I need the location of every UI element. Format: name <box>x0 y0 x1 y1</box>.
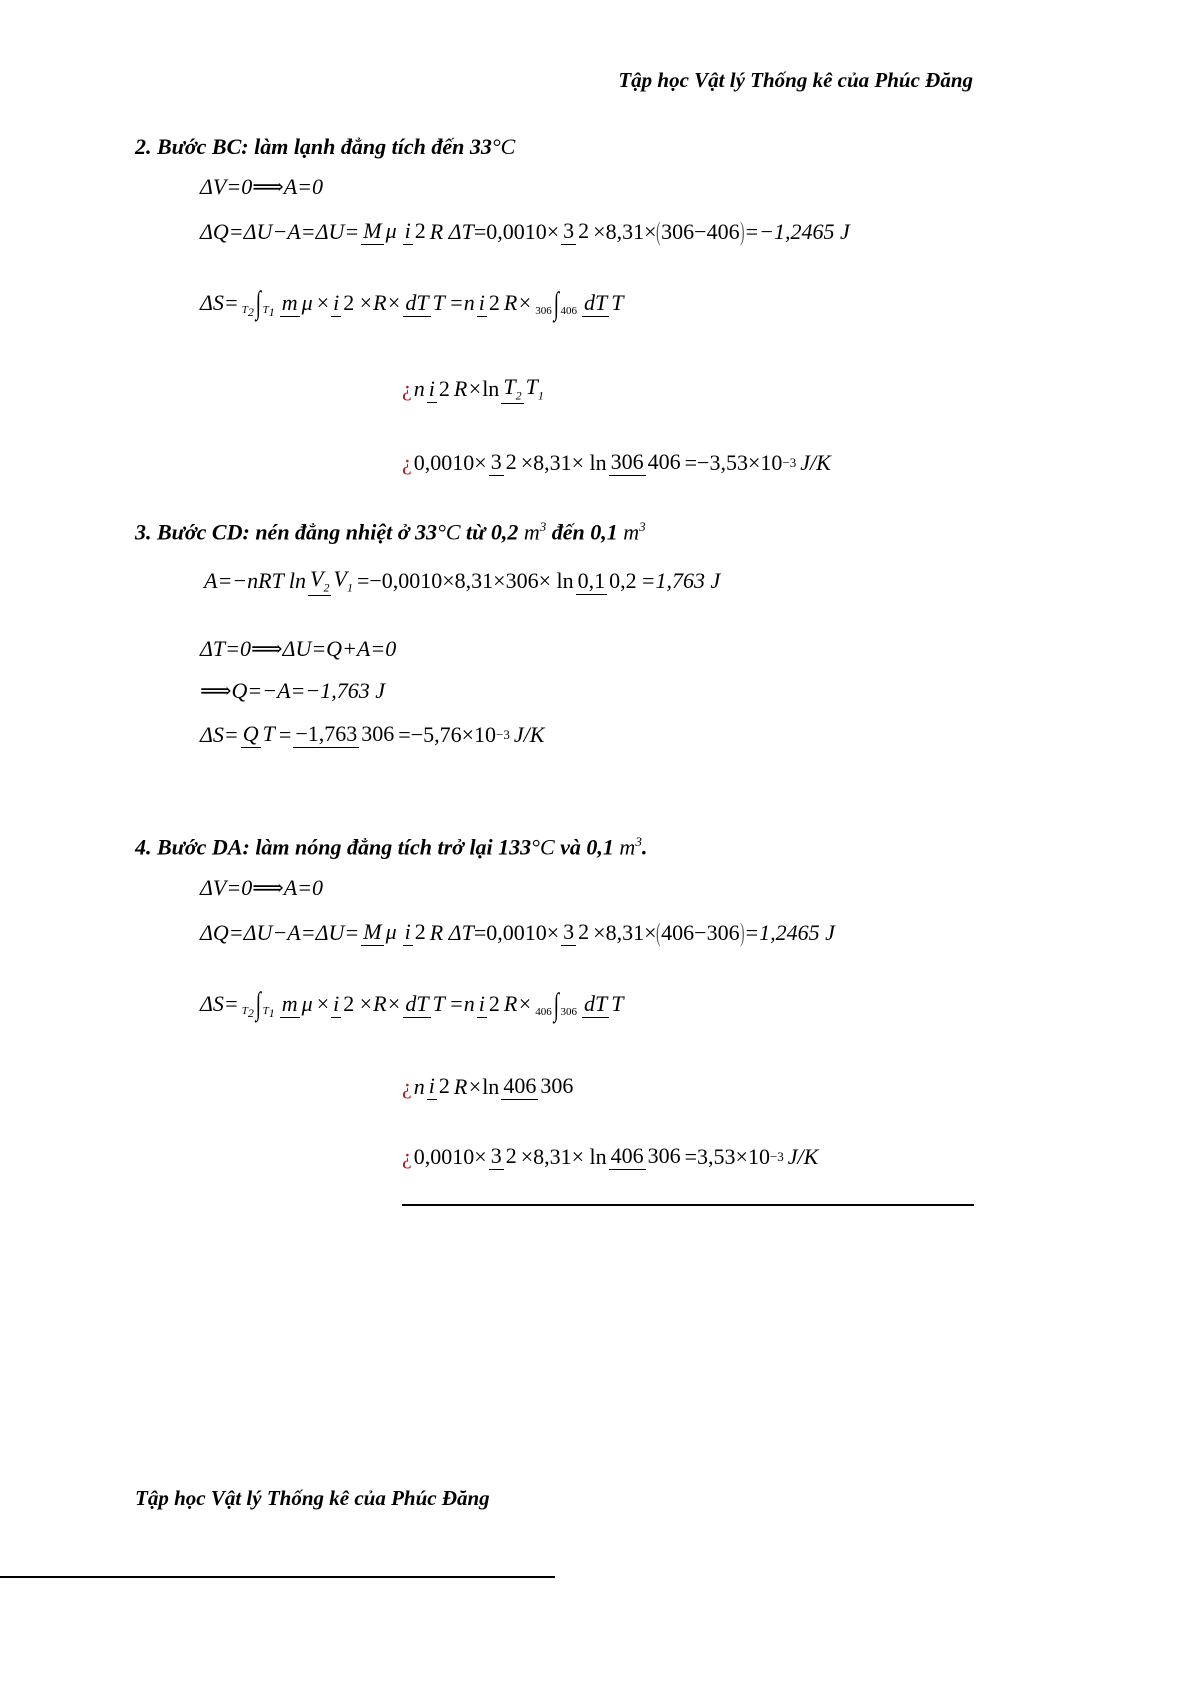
section-4-eq-dq: ΔQ=ΔU−A=ΔU= M μ i 2 R ΔT =0,0010× 3 2 ×8,31× ( 406−306 ) =1,2465 J <box>200 917 835 947</box>
footer-rule <box>0 1576 555 1578</box>
frac-m-mu: m μ <box>281 289 313 315</box>
frac-v2-v1: $V_2$ $V_1$ <box>310 566 353 595</box>
frac-dt-t: dT T <box>405 990 445 1016</box>
frac-i-2: i 2 <box>404 218 426 243</box>
page-header: Tập học Vật lý Thống kê của Phúc Đăng <box>618 68 973 92</box>
frac-value: −1,763 306 <box>295 721 395 746</box>
section-2-eq-ln: ¿ n i 2 R× ln $T_2$ $T_1$ <box>402 374 544 403</box>
frac-dt-t: dT T <box>405 289 445 315</box>
section-2-eq-ds: ΔS= $T_2\int$ $T_1$ m μ × i 2 ×R× dT T =n i 2 R× 306∫ 406 dT T <box>200 284 624 321</box>
eq-left: ΔQ=ΔU−A=ΔU= <box>200 218 360 244</box>
frac-q-t: Q T <box>242 721 275 746</box>
section-3-eq-q: ⟹Q=−A=−1,763 J <box>200 678 386 703</box>
eq-right: =0,0010× <box>473 218 560 244</box>
section-3-eq-ds: ΔS= Q T = −1,763 306 =−5,76×10 −3 J/K <box>200 721 545 747</box>
frac-m-mu: M μ <box>363 218 397 243</box>
frac-3-2: 3 2 <box>563 218 590 243</box>
eq-result: =−1,2465 J <box>744 218 850 244</box>
section-2-eq-final: ¿ 0,0010× 3 2 ×8,31× ln 306 406 =−3,53×10 −3 J/K <box>402 449 831 475</box>
inverted-question-glyph: ¿ <box>402 1143 412 1169</box>
frac-i-2: i 2 <box>404 919 426 944</box>
frac-m-mu: m μ <box>281 990 313 1016</box>
final-result: =−3,53×10 <box>684 449 783 475</box>
eq-tail: ×8,31× <box>593 218 657 244</box>
inverted-question-glyph: ¿ <box>402 376 412 402</box>
section-3-eq-a <box>204 566 720 596</box>
section-2-heading-text: 2. Bước BC: làm lạnh đẳng tích đến 33 <box>135 134 492 159</box>
integral-sign: $T_2\int$ $T_1$ <box>241 985 275 1021</box>
divider-line <box>402 1204 974 1206</box>
section-4-eq-ds: ΔS= $T_2\int$ $T_1$ m μ × i 2 ×R× dT T =n i 2 R× 406∫ 306 dT T <box>200 985 624 1022</box>
eq-a-mid: =−0,0010×8,31×306× ln <box>356 568 574 594</box>
frac-i-2: i 2 <box>333 990 355 1016</box>
frac-3-2: 3 2 <box>563 919 590 944</box>
final-exponent: −3 <box>782 455 797 470</box>
frac-t2-t1: $T_2$ $T_1$ <box>503 374 544 403</box>
frac-dt-t: dT T <box>583 289 624 315</box>
frac-i-2: i 2 <box>333 289 355 315</box>
section-4-eq-dv: ΔV=0⟹A=0 <box>200 875 324 900</box>
frac-3-2: 3 2 <box>490 449 517 474</box>
frac-i-2: i 2 <box>428 375 450 401</box>
inverted-question-glyph: ¿ <box>402 1073 412 1099</box>
frac-m-mu: M μ <box>363 919 397 944</box>
frac-i-2: i 2 <box>478 990 500 1016</box>
section-2-eq-dq: ΔQ=ΔU−A=ΔU= M μ i 2 R ΔT =0,0010× 3 2 ×8,31× ( 306−406 ) =−1,2465 J <box>200 216 850 246</box>
frac-ln: 406 306 <box>503 1073 574 1098</box>
frac-3-2: 3 2 <box>490 1143 517 1168</box>
frac-volume: 0,1 0,2 <box>577 567 637 593</box>
eq-a-left: A=−nRT ln <box>204 568 307 594</box>
section-2-heading <box>135 134 515 160</box>
section-3-eq-dt: ΔT=0⟹ΔU=Q+A=0 <box>200 636 397 661</box>
final-unit: J/K <box>800 449 831 475</box>
r-delta-t: R ΔT <box>429 218 474 244</box>
page-footer: Tập học Vật lý Thống kê của Phúc Đăng <box>135 1486 490 1510</box>
frac-dt-t: dT T <box>583 990 624 1016</box>
integral-sign: 406∫ 306 <box>535 985 577 1022</box>
section-4-eq-ln: ¿ n i 2 R× ln 406 306 <box>402 1073 574 1099</box>
section-3-heading: 3. Bước CD: nén đẳng nhiệt ở 33°C từ 0,2 $m^3$ đến 0,1 $m^3$ <box>135 519 646 545</box>
frac-i-2: i 2 <box>478 289 500 315</box>
eq-a-result: =1,763 J <box>640 568 721 594</box>
section-4-heading: 4. Bước DA: làm nóng đẳng tích trở lại 133°C và 0,1 $m^3$. <box>135 834 648 860</box>
inverted-question-glyph: ¿ <box>402 449 412 475</box>
section-2-degree: °C <box>491 134 516 159</box>
integral-sign: 306∫ 406 <box>535 284 577 321</box>
integral-sign: $T_2\int$ $T_1$ <box>241 284 275 320</box>
frac-log: 406 306 <box>610 1143 681 1168</box>
section-4-eq-final: ¿ 0,0010× 3 2 ×8,31× ln 406 306 =3,53×10 −3 J/K <box>402 1143 819 1169</box>
eq-text: ΔV=0⟹A=0 <box>200 174 324 199</box>
frac-i-2: i 2 <box>428 1073 450 1098</box>
frac-log: 306 406 <box>610 449 681 474</box>
section-2-eq-dv <box>200 176 323 198</box>
eq-paren: 306−406 <box>661 218 740 244</box>
